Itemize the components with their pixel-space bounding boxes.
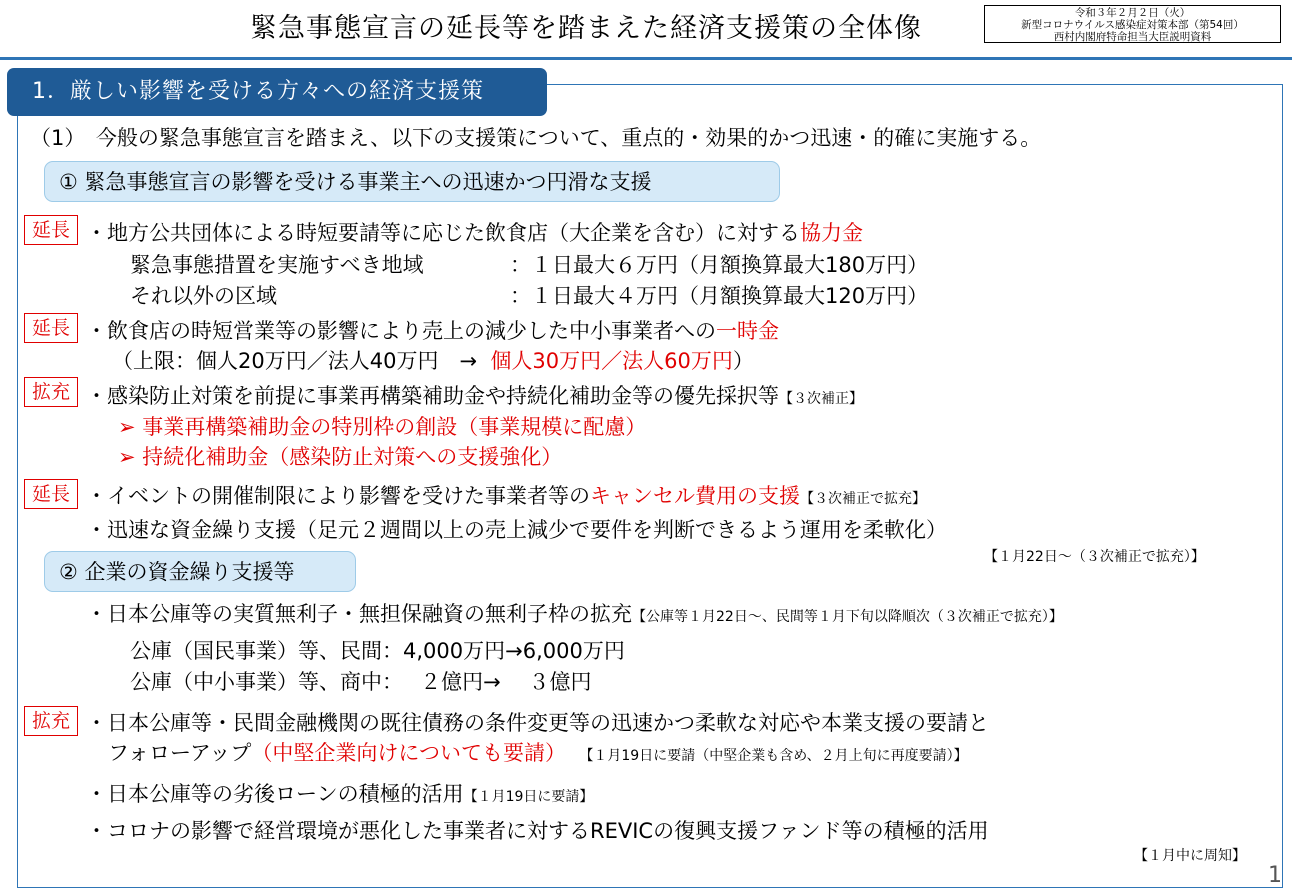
page-title: 緊急事態宣言の延長等を踏まえた経済支援策の全体像	[250, 13, 922, 44]
list-item	[86, 480, 926, 510]
list-item: ・コロナの影響で経営環境が悪化した事業者に対するREVICの復興支援ファンド等の積極的活用	[86, 819, 989, 843]
meeting-material: 西村内閣府特命担当大臣説明資料	[1053, 31, 1212, 43]
meeting-date: 令和３年２月２日（火）	[1074, 7, 1191, 19]
item-text: ・日本公庫等の実質無利子・無担保融資の無利子枠の拡充	[86, 602, 632, 626]
list-item	[86, 380, 863, 410]
date-note: 【１月19日に要請（中堅企業も含め、２月上旬に再度要請）】	[579, 748, 968, 764]
rate-label: それ以外の区域	[130, 284, 277, 308]
intro-text: （1） 今般の緊急事態宣言を踏まえ、以下の支援策について、重点的・効果的かつ迅速・的確に実施する。	[30, 126, 1042, 150]
limit-change	[112, 345, 754, 375]
limit-before: （上限：個人20万円／法人40万円 →	[112, 349, 478, 373]
status-tag-expansion: 拡充	[24, 377, 78, 407]
item-text: ・日本公庫等の劣後ローンの積極的活用	[86, 782, 464, 806]
subsection-heading-2: ② 企業の資金繰り支援等	[44, 551, 356, 592]
date-note: 【１月19日に要請】	[463, 789, 594, 805]
item-text: フォローアップ	[108, 741, 252, 765]
list-item-continued	[108, 737, 968, 767]
meeting-info-box	[984, 5, 1281, 43]
limit-close: ）	[732, 349, 754, 373]
highlight-text: （中堅企業向けについても要請）	[251, 741, 567, 765]
meeting-name: 新型コロナウイルス感染症対策本部（第54回）	[1021, 19, 1244, 31]
status-tag-extension: 延長	[24, 313, 78, 343]
rate-value: ：１日最大６万円（月額換算最大180万円）	[510, 253, 929, 277]
list-item	[86, 217, 863, 247]
sub-bullet: ➢ 持続化補助金（感染防止対策への支援強化）	[118, 445, 563, 469]
subsection-heading-1: ① 緊急事態宣言の影響を受ける事業主への迅速かつ円滑な支援	[44, 161, 780, 202]
budget-note: 【３次補正で拡充】	[800, 491, 926, 507]
date-note: 【公庫等１月22日～、民間等１月下旬以降順次（３次補正で拡充）】	[632, 609, 1063, 625]
date-note: 【１月22日～（３次補正で拡充）】	[984, 549, 1205, 565]
list-item	[86, 598, 1063, 628]
status-tag-extension: 延長	[24, 479, 78, 509]
item-text: ・感染防止対策を前提に事業再構築補助金や持続化補助金等の優先採択等	[86, 384, 779, 408]
highlight-text: 一時金	[716, 319, 779, 343]
item-text: ・イベントの開催制限により影響を受けた事業者等の	[86, 484, 590, 508]
status-tag-expansion: 拡充	[24, 706, 78, 736]
rate-value: ：１日最大４万円（月額換算最大120万円）	[510, 284, 929, 308]
limit-after: 個人30万円／法人60万円	[490, 349, 733, 373]
header-divider	[0, 57, 1292, 60]
page-number: 1	[1268, 863, 1282, 888]
sub-bullet: ➢ 事業再構築補助金の特別枠の創設（事業規模に配慮）	[118, 415, 647, 439]
loan-limit-row: 公庫（国民事業）等、民間：4,000万円→6,000万円	[130, 639, 625, 663]
list-item	[86, 778, 593, 808]
budget-note: 【３次補正】	[779, 391, 863, 407]
item-text: ・地方公共団体による時短要請等に応じた飲食店（大企業を含む）に対する	[86, 221, 800, 245]
loan-limit-row: 公庫（中小事業）等、商中： ２億円→ ３億円	[130, 670, 592, 694]
list-item: ・迅速な資金繰り支援（足元２週間以上の売上減少で要件を判断できるよう運用を柔軟化）	[86, 518, 947, 542]
list-item: ・日本公庫等・民間金融機関の既往債務の条件変更等の迅速かつ柔軟な対応や本業支援の要請と	[86, 711, 989, 735]
highlight-text: キャンセル費用の支援	[590, 484, 800, 508]
date-note: 【１月中に周知】	[1134, 848, 1246, 864]
section-heading: 1．厳しい影響を受ける方々への経済支援策	[7, 68, 547, 116]
item-text: ・飲食店の時短営業等の影響により売上の減少した中小事業者への	[86, 319, 716, 343]
status-tag-extension: 延長	[24, 215, 78, 245]
rate-label: 緊急事態措置を実施すべき地域	[130, 253, 424, 277]
list-item	[86, 315, 779, 345]
highlight-text: 協力金	[800, 221, 863, 245]
